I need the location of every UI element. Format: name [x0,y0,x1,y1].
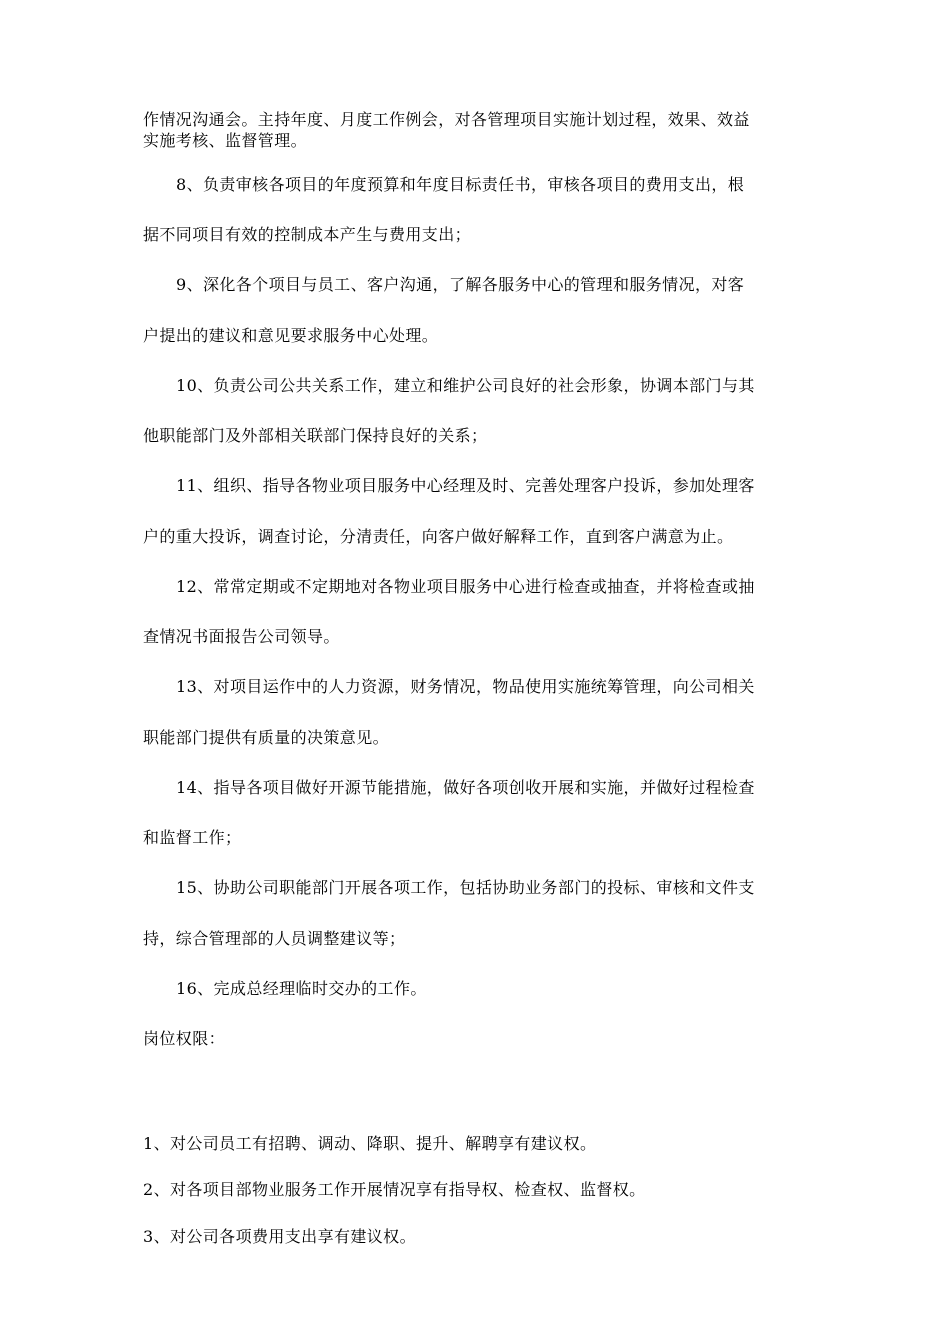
duty-9-line-2: 户提出的建议和意见要求服务中心处理。 [143,326,439,345]
duty-14-line-1: 14、指导各项目做好开源节能措施，做好各项创收开展和实施，并做好过程检查 [176,778,755,797]
duty-15-line-2: 持，综合管理部的人员调整建议等； [143,929,406,948]
duty-12-line-1: 12、常常定期或不定期地对各物业项目服务中心进行检查或抽查，并将检查或抽 [176,577,755,596]
duty-13-line-2: 职能部门提供有质量的决策意见。 [143,728,390,747]
duty-11-line-1: 11、组织、指导各物业项目服务中心经理及时、完善处理客户投诉，参加处理客 [176,476,755,495]
duty-15-line-1: 15、协助公司职能部门开展各项工作，包括协助业务部门的投标、审核和文件支 [176,878,755,897]
duties-intro-line-2: 实施考核、监督管理。 [143,131,308,150]
duty-10-line-2: 他职能部门及外部相关联部门保持良好的关系； [143,426,488,445]
duty-12-line-2: 查情况书面报告公司领导。 [143,627,340,646]
authority-item-2: 2、对各项目部物业服务工作开展情况享有指导权、检查权、监督权。 [143,1180,646,1199]
authority-item-1: 1、对公司员工有招聘、调动、降职、提升、解聘享有建议权。 [143,1134,597,1153]
authority-heading: 岗位权限： [143,1029,226,1048]
authority-item-3: 3、对公司各项费用支出享有建议权。 [143,1227,416,1246]
duties-intro-line-1: 作情况沟通会。主持年度、月度工作例会，对各管理项目实施计划过程，效果、效益 [143,110,750,129]
duty-11-line-2: 户的重大投诉，调查讨论，分清责任，向客户做好解释工作，直到客户满意为止。 [143,527,734,546]
duty-16-line-1: 16、完成总经理临时交办的工作。 [176,979,427,998]
duty-14-line-2: 和监督工作； [143,828,242,847]
duty-8-line-1: 8、负责审核各项目的年度预算和年度目标责任书，审核各项目的费用支出，根 [176,175,745,194]
duty-8-line-2: 据不同项目有效的控制成本产生与费用支出； [143,225,472,244]
duty-13-line-1: 13、对项目运作中的人力资源，财务情况，物品使用实施统筹管理，向公司相关 [176,677,755,696]
duty-9-line-1: 9、深化各个项目与员工、客户沟通，了解各服务中心的管理和服务情况，对客 [176,275,745,294]
duty-10-line-1: 10、负责公司公共关系工作，建立和维护公司良好的社会形象，协调本部门与其 [176,376,755,395]
